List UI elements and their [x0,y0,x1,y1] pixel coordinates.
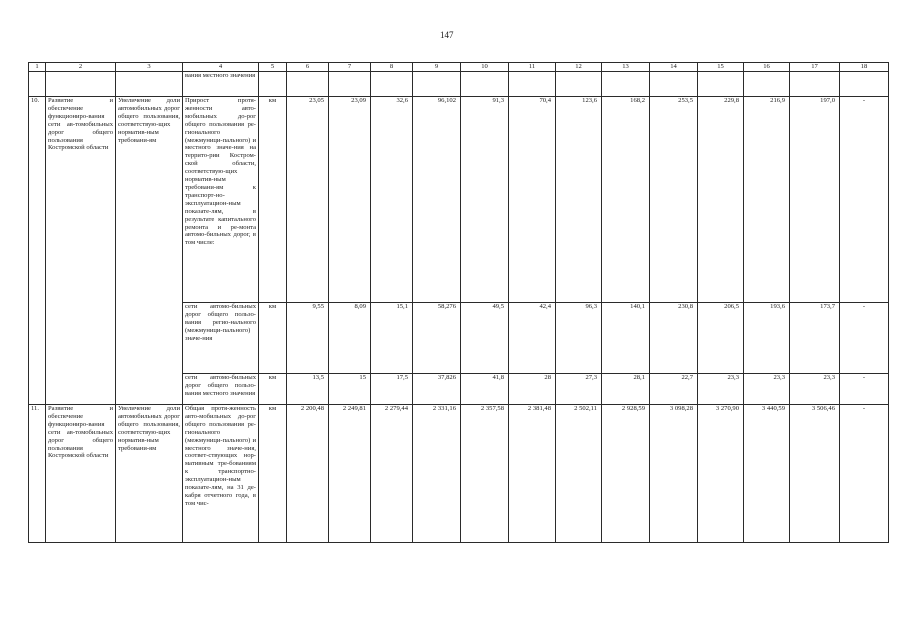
table-row [29,97,889,303]
value-cell: 253,5 [650,97,698,303]
indicator-cell: Общая протя-женность авто-мобильных до-рог общего пользования ре-гионального (межмуници-пального) и местного значе-ния, соответ-ствующих нор-мативным тре-бованиям к транспортно-эксплуатацион-ным показате-лям, на 31 де-кабря отчетного года, в том чис- [183,405,259,543]
column-number: 14 [650,63,698,72]
value-cell: 58,276 [413,303,461,374]
task-cell: Развитие и обеспечение функциониро-вания сети ав-томобильных дорог общего пользования Костромской области [46,405,116,543]
value-cell: 13,5 [287,374,329,405]
value-cell: 15 [329,374,371,405]
value-cell: 32,6 [371,97,413,303]
unit-cell: км [259,97,287,303]
indicator-cell: сети автомо-бильных дорог общего пользо-вания местного значения [183,374,259,405]
column-number: 16 [744,63,790,72]
unit-cell: км [259,374,287,405]
column-number: 3 [116,63,183,72]
column-number: 13 [602,63,650,72]
value-cell: 197,0 [790,97,840,303]
column-number: 17 [790,63,840,72]
value-cell: 2 200,48 [287,405,329,543]
value-cell: - [840,374,889,405]
column-number: 8 [371,63,413,72]
indicator-cell: Прирост протя-женности авто-мобильных до-рог общего пользования ре-гионального (межмуници-пального) и местного значе-ния на террито-рии Костром-ской области, соответствую-щих норматив-ным требовани-ям к транспорт-но-эксплуатацион-ным показате-лям, в результате капитального ремонта и ре-монта автомо-бильных дорог, в том числе: [183,97,259,303]
value-cell: 23,3 [698,374,744,405]
column-number: 15 [698,63,744,72]
value-cell: 23,09 [329,97,371,303]
value-cell: 42,4 [509,303,556,374]
value-cell: - [840,303,889,374]
value-cell: 2 331,16 [413,405,461,543]
value-cell: 37,826 [413,374,461,405]
value-cell: 2 381,48 [509,405,556,543]
value-cell: - [840,97,889,303]
value-cell: 91,3 [461,97,509,303]
value-cell: 3 440,59 [744,405,790,543]
unit-cell: км [259,405,287,543]
value-cell: 123,6 [556,97,602,303]
column-number: 10 [461,63,509,72]
value-cell: 8,09 [329,303,371,374]
value-cell: 22,7 [650,374,698,405]
value-cell: 2 928,59 [602,405,650,543]
value-cell: 230,8 [650,303,698,374]
task-cell: Развитие и обеспечение функциониро-вания сети ав-томобильных дорог общего пользования Костромской области [46,97,116,405]
value-cell: 96,102 [413,97,461,303]
row-number: 11. [29,405,46,543]
value-cell: 2 249,81 [329,405,371,543]
column-number: 11 [509,63,556,72]
column-number: 4 [183,63,259,72]
indicator-cell: вания местного значения [183,72,259,97]
column-number: 1 [29,63,46,72]
goal-cell: Увеличение доли автомобильных дорог общего пользования, соответствую-щих норматив-ным требовани-ям [116,405,183,543]
value-cell: 28,1 [602,374,650,405]
column-number: 7 [329,63,371,72]
value-cell: 229,8 [698,97,744,303]
column-number: 18 [840,63,889,72]
value-cell: 173,7 [790,303,840,374]
value-cell: 23,3 [790,374,840,405]
continuation-row [29,72,889,97]
value-cell: 41,8 [461,374,509,405]
value-cell: 168,2 [602,97,650,303]
indicators-table [28,62,889,543]
value-cell: 28 [509,374,556,405]
value-cell: 9,55 [287,303,329,374]
value-cell: 216,9 [744,97,790,303]
value-cell: 2 357,58 [461,405,509,543]
value-cell: 23,3 [744,374,790,405]
column-number-row [29,63,889,72]
goal-cell: Увеличение доли автомобильных дорог общего пользования, соответствую-щих норматив-ным требовани-ям [116,97,183,405]
value-cell: 96,3 [556,303,602,374]
value-cell: 49,5 [461,303,509,374]
value-cell: 3 098,28 [650,405,698,543]
value-cell: 3 270,90 [698,405,744,543]
table-row [29,405,889,543]
page-number: 147 [440,30,454,40]
column-number: 6 [287,63,329,72]
indicator-cell: сети автомо-бильных дорог общего пользо-вания регио-нального (межмуници-пального) значе-ния [183,303,259,374]
value-cell: 70,4 [509,97,556,303]
value-cell: - [840,405,889,543]
value-cell: 15,1 [371,303,413,374]
row-number: 10. [29,97,46,405]
value-cell: 27,3 [556,374,602,405]
unit-cell: км [259,303,287,374]
value-cell: 17,5 [371,374,413,405]
value-cell: 2 279,44 [371,405,413,543]
value-cell: 23,05 [287,97,329,303]
column-number: 9 [413,63,461,72]
value-cell: 3 506,46 [790,405,840,543]
value-cell: 2 502,11 [556,405,602,543]
value-cell: 140,1 [602,303,650,374]
column-number: 5 [259,63,287,72]
column-number: 2 [46,63,116,72]
column-number: 12 [556,63,602,72]
value-cell: 206,5 [698,303,744,374]
value-cell: 193,6 [744,303,790,374]
